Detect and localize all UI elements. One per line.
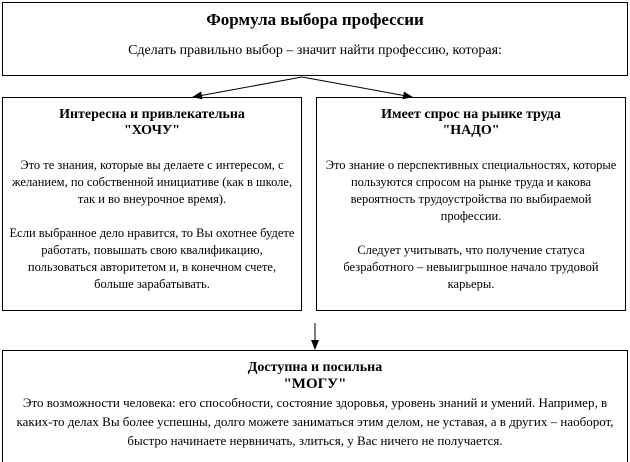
want-title: Интересна и привлекательна xyxy=(59,107,245,122)
arrow-to-want xyxy=(193,77,302,97)
need-paragraph-2: Следует учитывать, что получение статуса безработного – невыигрышное начало трудовой карьеры. xyxy=(343,243,599,291)
need-box xyxy=(316,97,626,311)
want-paragraph-1: Это те знания, которые вы делаете с интересом, с желанием, по собственной инициативе (как в школе, так и во внеурочное время). xyxy=(11,158,293,206)
need-quote: "НАДО" xyxy=(442,123,500,138)
want-paragraph-2: Если выбранное дело нравится, то Вы охотнее будете работать, повышать свою квалификацию, пользоваться авторитетом и, в конечном счете, больше зарабатывать. xyxy=(9,226,295,291)
can-title: Доступна и посильна xyxy=(247,360,383,375)
can-paragraph: Это возможности человека: его способности, состояние здоровья, уровень знаний и умений. Например, в каких-то делах Вы более успешны, долго можете заниматься этим делом, не уставая, а в других – наоборот, быстро начинаете нервничать, злиться, у Вас ничего не получается. xyxy=(16,395,614,448)
header-box xyxy=(2,2,628,76)
arrow-to-need xyxy=(302,77,412,97)
diagram-title: Формула выбора профессии xyxy=(206,10,424,29)
can-box xyxy=(2,350,628,462)
need-title: Имеет спрос на рынке труда xyxy=(381,107,561,122)
diagram-subtitle: Сделать правильно выбор – значит найти профессию, которая: xyxy=(128,43,502,58)
can-quote: "МОГУ" xyxy=(283,376,347,392)
want-quote: "ХОЧУ" xyxy=(123,123,181,138)
want-box xyxy=(2,97,302,311)
need-paragraph-1: Это знание о перспективных специальностях, которые пользуются спросом на рынке труда и какова вероятность трудоустройства по выбираемой профессии. xyxy=(325,158,617,223)
